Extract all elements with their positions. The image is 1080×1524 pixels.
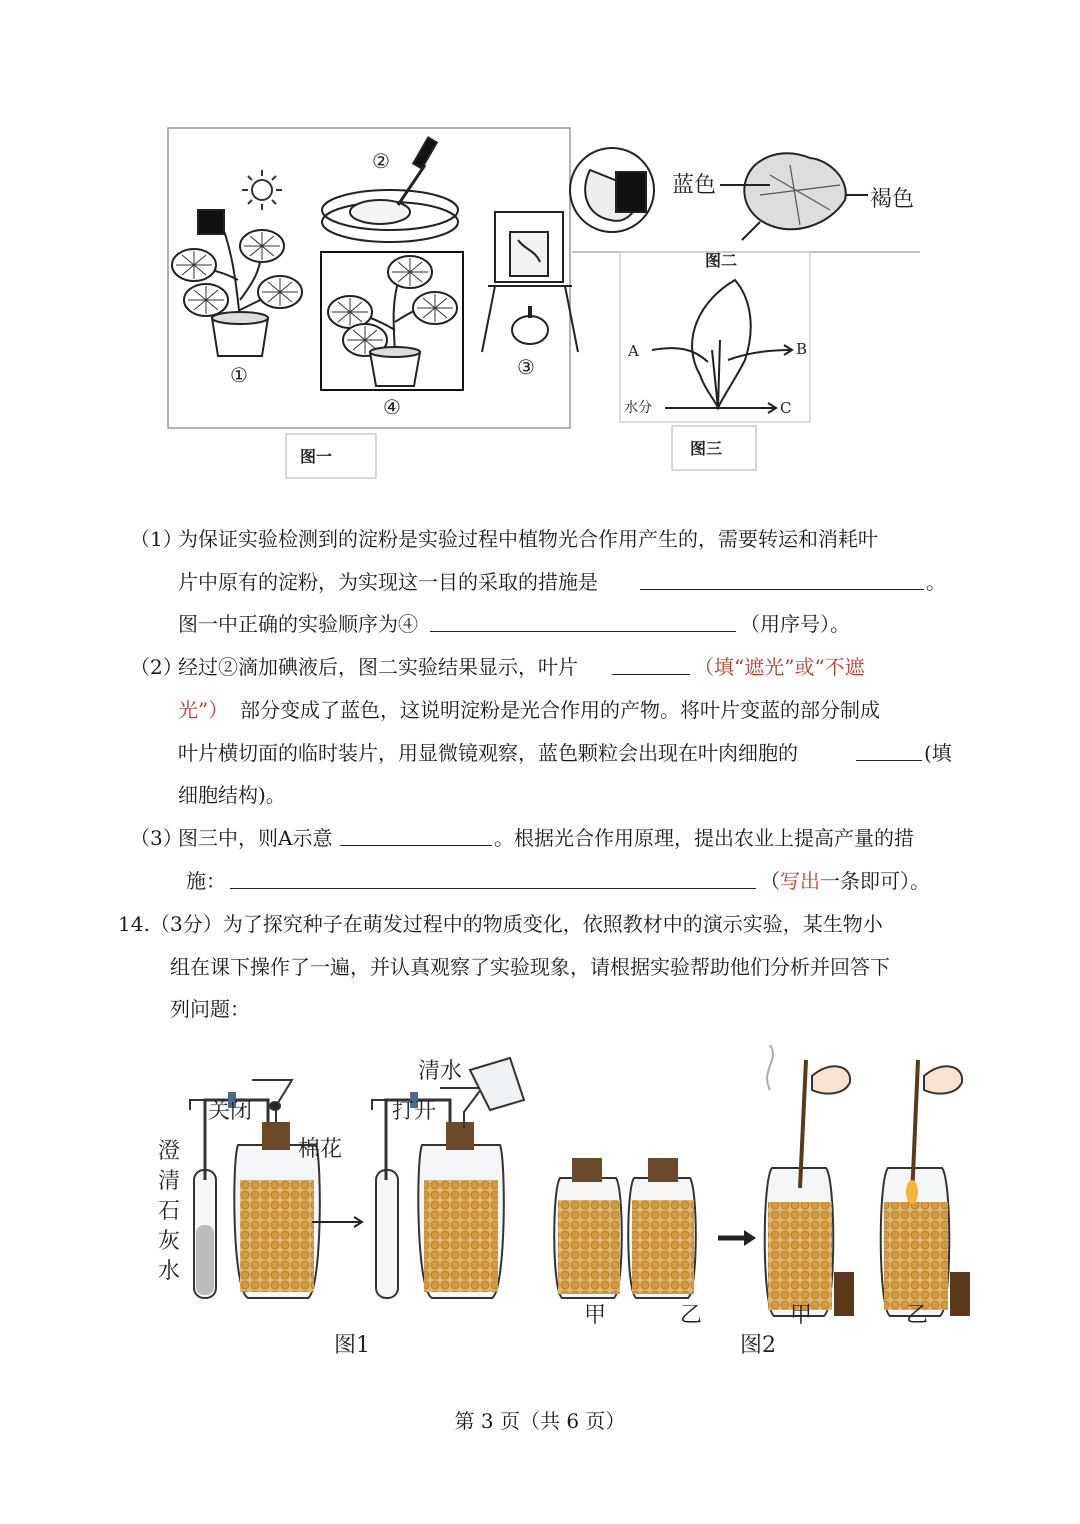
q1-text-2b: 。	[926, 570, 946, 594]
label-cotton: 棉花	[298, 1137, 343, 1162]
label-blue: 蓝色	[672, 173, 717, 198]
label-n3: ③	[517, 355, 535, 379]
q3-hint-red: 写出	[780, 869, 820, 893]
q14-text-2: 组在课下操作了一遍，并认真观察了实验现象，请根据实验帮助他们分析并回答下	[170, 955, 890, 979]
label-water: 清水	[418, 1059, 463, 1084]
label-n2: ②	[372, 149, 390, 173]
q1-text-2a: 片中原有的淀粉，为实现这一目的采取的措施是	[178, 570, 598, 594]
q2-hint-2: 光”）	[178, 698, 229, 722]
q1-answer-blank-2[interactable]	[430, 609, 736, 632]
q3-number: （3）	[130, 826, 183, 850]
label-open: 打开	[392, 1099, 437, 1124]
label-yi: 乙	[680, 1303, 703, 1328]
label-A: A	[628, 342, 639, 360]
q2-text-2: 部分变成了蓝色，这说明淀粉是光合作用的产物。将叶片变蓝的部分制成	[240, 698, 880, 722]
q3-text-2a: 施：	[186, 869, 226, 893]
label-B: B	[796, 340, 808, 358]
label-jia2: 甲	[790, 1303, 813, 1328]
figure-top	[0, 0, 1080, 500]
q3-hint-open: （	[760, 869, 780, 893]
q2-number: （2）	[130, 655, 183, 679]
q3-text-1b: 。根据光合作用原理，提出农业上提高产量的措	[494, 826, 914, 850]
q3-text-1a: 图三中，则A示意	[178, 826, 333, 850]
label-C: C	[780, 399, 792, 417]
q1-text-3a: 图一中正确的实验顺序为④	[178, 612, 418, 636]
q2-answer-blank-1[interactable]	[612, 652, 690, 675]
water-bath	[482, 212, 578, 352]
q2-text-4: 细胞结构)。	[178, 783, 286, 807]
label-fig3: 图三	[690, 439, 723, 458]
q2-text-1a: 经过②滴加碘液后，图二实验结果显示，叶片	[178, 655, 578, 679]
label-yi2: 乙	[906, 1303, 929, 1328]
q14-text-1: （3分）为了探究种子在萌发过程中的物质变化，依照教材中的演示实验，某生物小	[150, 912, 883, 936]
label-fig1: 图1	[334, 1333, 370, 1358]
petri-dish	[322, 138, 458, 242]
label-n4: ④	[383, 395, 401, 419]
label-close: 关闭	[208, 1099, 253, 1124]
q1-number: （1）	[130, 527, 183, 551]
label-brown: 褐色	[870, 187, 915, 212]
q14-text-3: 列问题：	[170, 997, 250, 1021]
q3-hint-close: 一条即可）。	[820, 869, 930, 893]
q2-text-3b: (填	[924, 741, 952, 765]
q3-answer-blank-1[interactable]	[340, 823, 492, 846]
label-lime-1: 澄	[158, 1139, 181, 1164]
q1-answer-blank-1[interactable]	[640, 567, 924, 590]
q3-hint	[760, 866, 930, 896]
label-n1: ①	[230, 363, 248, 387]
q2-text-3a: 叶片横切面的临时装片，用显微镜观察，蓝色颗粒会出现在叶肉细胞的	[178, 741, 798, 765]
q1-text-3b: （用序号）。	[740, 612, 850, 636]
label-fig2: 图二	[705, 251, 738, 270]
bottles-jia-yi	[554, 1158, 696, 1298]
setup-open	[372, 1058, 524, 1298]
q1-text-1: 为保证实验检测到的淀粉是实验过程中植物光合作用产生的，需要转运和消耗叶	[178, 527, 878, 551]
q14-number: 14.	[118, 912, 150, 936]
sun-icon	[242, 170, 282, 210]
label-lime-3: 石	[158, 1199, 181, 1224]
label-lime-5: 水	[158, 1259, 181, 1284]
label-jia: 甲	[584, 1303, 607, 1328]
label-fig1: 图一	[300, 447, 333, 466]
label-lime-2: 清	[158, 1169, 181, 1194]
plant-1	[172, 210, 302, 356]
figure-bottom	[0, 1040, 1080, 1370]
bottles-fig2	[765, 1045, 970, 1316]
label-water: 水分	[624, 400, 652, 416]
fig3-leaf	[652, 280, 792, 413]
q2-answer-blank-2[interactable]	[856, 738, 922, 761]
q3-answer-blank-2[interactable]	[230, 866, 756, 889]
label-fig2: 图2	[740, 1333, 776, 1358]
q2-hint-1: （填“遮光”或“不遮	[694, 655, 865, 679]
page-footer: 第 3 页（共 6 页）	[454, 1409, 626, 1433]
label-lime-4: 灰	[158, 1229, 181, 1254]
fig2-leaves	[570, 148, 868, 240]
